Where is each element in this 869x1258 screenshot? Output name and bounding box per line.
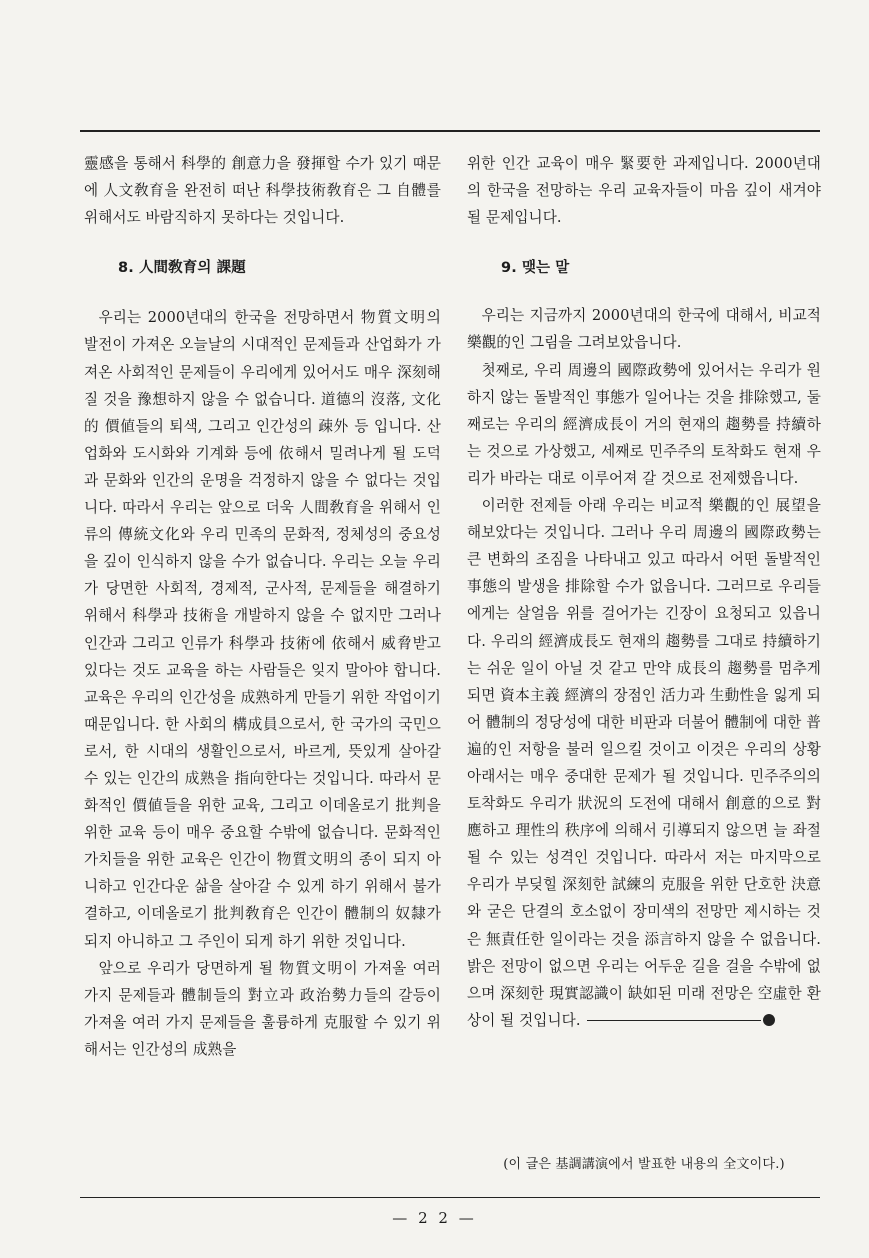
left-column bbox=[84, 150, 441, 1063]
bottom-rule bbox=[80, 1197, 820, 1198]
end-line bbox=[587, 1020, 761, 1021]
section-8-heading: 8. 人間敎育의 課題 bbox=[118, 260, 246, 277]
top-rule bbox=[80, 130, 820, 132]
left-continuation-paragraph: 靈感을 통해서 科學的 創意力을 發揮할 수가 있기 때문에 人文敎育을 완전히 떠난 科學技術敎育은 그 自體를 위해서도 바람직하지 못하다는 것입니다. bbox=[84, 155, 441, 227]
right-column bbox=[467, 150, 821, 1034]
right-continuation-paragraph: 위한 인간 교육이 매우 緊要한 과제입니다. 2000년대의 한국을 전망하는 우리 교육자들이 마음 깊이 새겨야 될 문제입니다. bbox=[467, 155, 821, 227]
section-9-paragraph-1: 우리는 지금까지 2000년대의 한국에 대해서, 비교적 樂觀的인 그림을 그려보았읍니다. bbox=[467, 307, 821, 352]
section-8-paragraph-1: 우리는 2000년대의 한국을 전망하면서 物質文明의 발전이 가져온 오늘날의 시대적인 문제들과 산업화가 가져온 사회적인 문제들이 우리에게 있어서도 매우 深刻해질 것을 豫想하지 않을 수 없습니다. 道德의 沒落, 文化的 價値들의 퇴색, 그리고 인간성의 疎外 등 입니다. 산업화와 도시화와 기계화 등에 依해서 밀려나게 될 도덕과 문화와 인간의 운명을 걱정하지 않을 수 없다는 것입니다. 따라서 우리는 앞으로 더욱 人間敎育을 위해서 인류의 傳統文化와 우리 민족의 문화적, 정체성의 중요성을 깊이 인식하지 않을 수가 없습니다. 우리는 오늘 우리가 당면한 사회적, 경제적, 군사적, 문제들을 해결하기 위해서 科學과 技術을 개발하지 않을 수 없지만 그러나 인간과 그리고 인류가 科學과 技術에 依해서 威脅받고 있다는 것도 교육을 하는 사람들은 잊지 말아야 합니다. 교육은 우리의 인간성을 成熟하게 만들기 위한 작업이기 때문입니다. 한 사회의 構成員으로서, 한 국가의 국민으로서, 한 시대의 생활인으로서, 바르게, 뜻있게 살아갈 수 있는 인간의 成熟을 指向한다는 것입니다. 따라서 문화적인 價値들을 위한 교육, 그리고 이데올로기 批判을 위한 교육 등이 매우 중요할 수밖에 없습니다. 문화적인 가치들을 위한 교육은 인간이 物質文明의 종이 되지 아니하고 인간다운 삶을 살아갈 수 있게 하기 위해서 불가결하고, 이데올로기 批判敎育은 인간이 體制의 奴隸가 되지 아니하고 그 주인이 되게 하기 위한 것입니다. bbox=[84, 309, 441, 950]
footnote: (이 글은 基調講演에서 발표한 내용의 全文이다.) bbox=[503, 1157, 785, 1172]
section-9-heading: 9. 맺는 말 bbox=[501, 260, 570, 277]
section-9-paragraph-3-text: 이러한 전제들 아래 우리는 비교적 樂觀的인 展望을 해보았다는 것입니다. 그러나 우리 周邊의 國際政勢는 큰 변화의 조짐을 나타내고 있고 따라서 어떤 돌발적인 事態의 발생을 排除할 수가 없읍니다. 그러므로 우리들에게는 살얼음 위를 걸어가는 긴장이 요청되고 있읍니다. 우리의 經濟成長도 현재의 趨勢를 그대로 持續하기는 쉬운 일이 아닐 것 같고 만약 成長의 趨勢를 멈추게 되면 資本主義 經濟의 장점인 活力과 生動性을 잃게 되어 體制의 정당성에 대한 비판과 더불어 體制에 대한 普遍的인 저항을 불러 일으킬 것이고 이것은 우리의 상황 아래서는 매우 중대한 문제가 될 것입니다. 민주주의의 토착화도 우리가 狀況의 도전에 대해서 創意的으로 對應하고 理性의 秩序에 의해서 引導되지 않으면 늘 좌절될 수 있는 성격인 것입니다. 따라서 저는 마지막으로 우리가 부딪힐 深刻한 試練의 克服을 위한 단호한 決意와 굳은 단결의 호소없이 장미색의 전망만 제시하는 것은 無責任한 일이라는 것을 添言하지 않을 수 없읍니다. 밝은 전망이 없으면 우리는 어두운 길을 걸을 수밖에 없으며 深刻한 現實認識이 缺如된 미래 전망은 空虛한 환상이 될 것입니다. bbox=[467, 497, 821, 1029]
end-mark-icon bbox=[763, 1014, 775, 1026]
section-9-paragraph-2: 첫째로, 우리 周邊의 國際政勢에 있어서는 우리가 원하지 않는 돌발적인 事態가 일어나는 것을 排除했고, 둘째로는 우리의 經濟成長이 거의 현재의 趨勢를 持續하는 것으로 가상했고, 세째로 민주주의 토착화도 현재 우리가 바라는 대로 이루어져 갈 것으로 전제했읍니다. bbox=[467, 361, 821, 487]
section-9-paragraph-3 bbox=[467, 492, 821, 1034]
page-number: — 2 2 — bbox=[392, 1209, 477, 1227]
section-8-paragraph-2: 앞으로 우리가 당면하게 될 物質文明이 가져올 여러 가지 문제들과 體制들의 對立과 政治勢力들의 갈등이 가져올 여러 가지 문제들을 훌륭하게 克服할 수 있기 위해서는 인간성의 成熟을 bbox=[84, 959, 441, 1058]
